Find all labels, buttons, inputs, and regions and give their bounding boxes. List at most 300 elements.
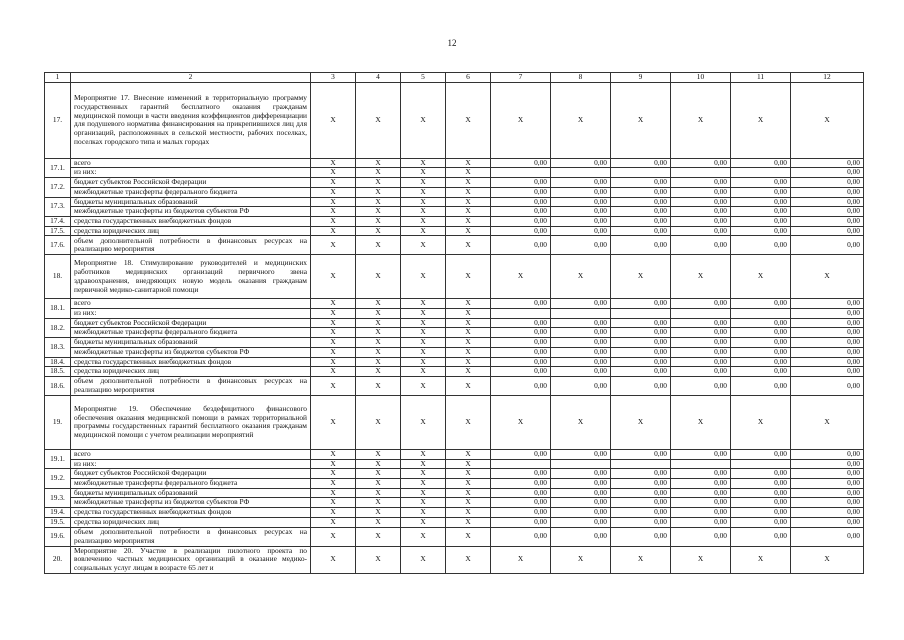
- table-cell: 0,00: [731, 158, 791, 168]
- table-cell: 0,00: [671, 226, 731, 236]
- row-label: из них:: [71, 459, 311, 469]
- table-cell: 0,00: [791, 357, 864, 367]
- table-row: [45, 508, 864, 518]
- activity-row: [45, 255, 864, 299]
- row-label: из них:: [71, 168, 311, 178]
- table-cell: X: [611, 255, 671, 299]
- table-cell: 0,00: [551, 178, 611, 188]
- row-number: 19.3.: [45, 488, 71, 507]
- row-label: межбюджетные трансферты из бюджетов субъектов РФ: [71, 498, 311, 508]
- table-cell: 0,00: [791, 318, 864, 328]
- table-cell: 0,00: [551, 207, 611, 217]
- table-cell: 0,00: [731, 469, 791, 479]
- table-cell: [491, 168, 551, 178]
- table-cell: X: [671, 255, 731, 299]
- table-cell: X: [611, 546, 671, 573]
- table-cell: 0,00: [551, 338, 611, 348]
- row-number: 17.3.: [45, 197, 71, 216]
- table-row: [45, 236, 864, 255]
- table-cell: X: [311, 158, 356, 168]
- table-cell: 0,00: [611, 207, 671, 217]
- table-cell: X: [311, 469, 356, 479]
- table-cell: 0,00: [671, 488, 731, 498]
- activity-title: Мероприятие 20. Участие в реализации пилотного проекта по вовлечению частных медицинских организаций в оказание медико-социальных услуг лицам в возрасте 65 лет и: [71, 546, 311, 573]
- table-cell: 0,00: [791, 338, 864, 348]
- table-cell: X: [491, 255, 551, 299]
- table-cell: 0,00: [671, 517, 731, 527]
- table-cell: X: [401, 367, 446, 377]
- table-cell: X: [446, 498, 491, 508]
- table-cell: X: [311, 395, 356, 449]
- table-cell: 0,00: [731, 367, 791, 377]
- row-number: 17.4.: [45, 216, 71, 226]
- table-cell: 0,00: [671, 299, 731, 309]
- table-row: [45, 357, 864, 367]
- table-cell: 0,00: [611, 299, 671, 309]
- row-number: 19.5.: [45, 517, 71, 527]
- table-cell: X: [401, 517, 446, 527]
- table-cell: X: [401, 376, 446, 395]
- table-cell: 0,00: [611, 187, 671, 197]
- table-cell: 0,00: [551, 498, 611, 508]
- table-cell: 0,00: [551, 376, 611, 395]
- table-cell: 0,00: [611, 338, 671, 348]
- table-cell: 0,00: [791, 469, 864, 479]
- table-row: [45, 318, 864, 328]
- table-cell: [731, 168, 791, 178]
- table-cell: 0,00: [731, 479, 791, 489]
- table-cell: 0,00: [731, 376, 791, 395]
- table-cell: X: [311, 357, 356, 367]
- table-cell: X: [311, 216, 356, 226]
- table-row: [45, 226, 864, 236]
- table-cell: 0,00: [491, 449, 551, 459]
- table-cell: 0,00: [791, 459, 864, 469]
- table-cell: [551, 459, 611, 469]
- table-cell: X: [311, 449, 356, 459]
- table-cell: X: [311, 517, 356, 527]
- row-label: бюджеты муниципальных образований: [71, 338, 311, 348]
- table-cell: X: [356, 347, 401, 357]
- table-cell: X: [356, 255, 401, 299]
- table-cell: X: [356, 395, 401, 449]
- row-label: всего: [71, 158, 311, 168]
- table-cell: X: [311, 328, 356, 338]
- table-cell: 0,00: [671, 328, 731, 338]
- table-cell: 0,00: [491, 216, 551, 226]
- column-number: 5: [401, 73, 446, 83]
- table-cell: X: [311, 255, 356, 299]
- table-cell: X: [401, 187, 446, 197]
- table-cell: 0,00: [611, 488, 671, 498]
- table-row: [45, 469, 864, 479]
- table-cell: 0,00: [611, 357, 671, 367]
- table-cell: X: [311, 488, 356, 498]
- table-cell: 0,00: [611, 318, 671, 328]
- table-cell: 0,00: [731, 216, 791, 226]
- table-cell: X: [311, 178, 356, 188]
- activity-title: Мероприятие 19. Обеспечение бездефицитного финансового обеспечения оказания медицинской помощи в рамках территориальной программы государственных гарантий бесплатного оказания гражданам медицинской помощи с учетом реализации мероприятий: [71, 395, 311, 449]
- table-cell: X: [401, 459, 446, 469]
- table-cell: 0,00: [551, 299, 611, 309]
- row-label: средства государственных внебюджетных фондов: [71, 216, 311, 226]
- table-cell: 0,00: [791, 376, 864, 395]
- table-row: [45, 376, 864, 395]
- table-cell: X: [311, 347, 356, 357]
- table-cell: 0,00: [731, 318, 791, 328]
- table-cell: X: [446, 488, 491, 498]
- table-cell: X: [356, 158, 401, 168]
- table-cell: X: [401, 236, 446, 255]
- row-number: 18.4.: [45, 357, 71, 367]
- table-cell: X: [356, 318, 401, 328]
- table-cell: 0,00: [491, 207, 551, 217]
- row-label: всего: [71, 299, 311, 309]
- column-number: 10: [671, 73, 731, 83]
- table-cell: 0,00: [491, 338, 551, 348]
- table-cell: X: [311, 226, 356, 236]
- table-cell: X: [356, 187, 401, 197]
- table-row: [45, 328, 864, 338]
- table-cell: X: [446, 309, 491, 319]
- table-cell: X: [446, 469, 491, 479]
- table-cell: X: [446, 197, 491, 207]
- table-cell: 0,00: [791, 508, 864, 518]
- activity-number: 19.: [45, 395, 71, 449]
- row-label: средства юридических лиц: [71, 367, 311, 377]
- table-cell: X: [311, 459, 356, 469]
- table-cell: 0,00: [791, 236, 864, 255]
- table-cell: 0,00: [491, 517, 551, 527]
- table-cell: X: [401, 178, 446, 188]
- table-cell: X: [356, 376, 401, 395]
- table-row: [45, 197, 864, 207]
- table-cell: [671, 459, 731, 469]
- table-cell: 0,00: [551, 216, 611, 226]
- table-cell: X: [446, 168, 491, 178]
- table-cell: 0,00: [491, 527, 551, 546]
- column-number: 3: [311, 73, 356, 83]
- row-label: бюджет субъектов Российской Федерации: [71, 469, 311, 479]
- table-cell: 0,00: [791, 527, 864, 546]
- table-cell: 0,00: [551, 236, 611, 255]
- table-cell: X: [311, 309, 356, 319]
- table-cell: X: [446, 338, 491, 348]
- table-row: [45, 299, 864, 309]
- table-cell: 0,00: [551, 158, 611, 168]
- table-cell: X: [401, 508, 446, 518]
- table-cell: 0,00: [731, 508, 791, 518]
- table-cell: X: [401, 158, 446, 168]
- page-number: 12: [447, 38, 457, 48]
- table-cell: X: [311, 376, 356, 395]
- table-cell: 0,00: [611, 517, 671, 527]
- table-cell: X: [791, 255, 864, 299]
- table-cell: X: [311, 479, 356, 489]
- table-cell: X: [551, 546, 611, 573]
- row-label: объем дополнительной потребности в финансовых ресурсах на реализацию мероприятия: [71, 527, 311, 546]
- row-number: 19.2.: [45, 469, 71, 488]
- table-cell: X: [551, 82, 611, 158]
- row-label: бюджеты муниципальных образований: [71, 197, 311, 207]
- table-cell: X: [401, 309, 446, 319]
- row-number: 17.1.: [45, 158, 71, 177]
- row-number: 19.4.: [45, 508, 71, 518]
- table-cell: 0,00: [611, 216, 671, 226]
- table-cell: X: [671, 395, 731, 449]
- table-cell: X: [446, 357, 491, 367]
- table-row: [45, 178, 864, 188]
- table-cell: X: [446, 255, 491, 299]
- table-cell: X: [446, 395, 491, 449]
- table-cell: 0,00: [791, 347, 864, 357]
- table-cell: 0,00: [671, 197, 731, 207]
- column-number: 1: [45, 73, 71, 83]
- table-cell: X: [401, 338, 446, 348]
- table-cell: X: [446, 328, 491, 338]
- table-cell: [551, 309, 611, 319]
- table-cell: X: [356, 236, 401, 255]
- table-body: [45, 73, 864, 574]
- table-cell: X: [401, 216, 446, 226]
- table-cell: X: [551, 255, 611, 299]
- row-number: 19.6.: [45, 527, 71, 546]
- activity-row: [45, 546, 864, 573]
- table-row: [45, 309, 864, 319]
- table-cell: X: [446, 226, 491, 236]
- table-cell: X: [731, 82, 791, 158]
- row-number: 18.6.: [45, 376, 71, 395]
- table-cell: 0,00: [731, 226, 791, 236]
- table-cell: 0,00: [491, 236, 551, 255]
- table-cell: X: [446, 299, 491, 309]
- row-label: межбюджетные трансферты федерального бюджета: [71, 187, 311, 197]
- column-number: 2: [71, 73, 311, 83]
- table-cell: X: [311, 197, 356, 207]
- table-cell: X: [401, 488, 446, 498]
- table-cell: X: [401, 479, 446, 489]
- table-cell: 0,00: [611, 367, 671, 377]
- table-cell: X: [401, 449, 446, 459]
- table-cell: 0,00: [551, 347, 611, 357]
- table-cell: X: [311, 207, 356, 217]
- row-label: средства юридических лиц: [71, 517, 311, 527]
- table-cell: 0,00: [671, 207, 731, 217]
- row-label: межбюджетные трансферты федерального бюджета: [71, 479, 311, 489]
- table-cell: 0,00: [671, 318, 731, 328]
- table-cell: 0,00: [791, 197, 864, 207]
- table-cell: X: [311, 82, 356, 158]
- table-cell: 0,00: [611, 376, 671, 395]
- table-cell: X: [356, 226, 401, 236]
- table-cell: X: [401, 318, 446, 328]
- table-cell: 0,00: [611, 479, 671, 489]
- table-cell: 0,00: [671, 338, 731, 348]
- row-number: 18.5.: [45, 367, 71, 377]
- table-cell: [671, 309, 731, 319]
- table-cell: 0,00: [611, 226, 671, 236]
- table-cell: X: [551, 395, 611, 449]
- table-cell: X: [401, 328, 446, 338]
- column-number: 11: [731, 73, 791, 83]
- table-cell: X: [446, 527, 491, 546]
- table-cell: 0,00: [731, 299, 791, 309]
- table-cell: X: [491, 395, 551, 449]
- table-cell: 0,00: [671, 527, 731, 546]
- column-number: 6: [446, 73, 491, 83]
- table-cell: [731, 459, 791, 469]
- table-cell: X: [401, 469, 446, 479]
- table-cell: 0,00: [551, 226, 611, 236]
- table-cell: 0,00: [551, 527, 611, 546]
- row-label: из них:: [71, 309, 311, 319]
- table-cell: 0,00: [671, 498, 731, 508]
- table-cell: X: [311, 236, 356, 255]
- table-cell: 0,00: [791, 187, 864, 197]
- table-cell: X: [401, 546, 446, 573]
- table-cell: X: [611, 395, 671, 449]
- activity-title: Мероприятие 17. Внесение изменений в территориальную программу государственных гарантий бесплатного оказания гражданам медицинской помощи в части введения коэффициентов дифференциации для подушевого норматива финансирования на прикрепившихся лиц для организаций, расположенных в сельской местности, рабочих поселках, поселках городского типа и малых городах: [71, 82, 311, 158]
- table-cell: 0,00: [491, 479, 551, 489]
- table-cell: 0,00: [731, 328, 791, 338]
- table-row: [45, 216, 864, 226]
- table-cell: 0,00: [791, 168, 864, 178]
- table-cell: X: [356, 309, 401, 319]
- table-cell: 0,00: [791, 309, 864, 319]
- table-cell: X: [446, 508, 491, 518]
- table-cell: [491, 309, 551, 319]
- row-number: 17.2.: [45, 178, 71, 197]
- table-cell: 0,00: [731, 338, 791, 348]
- table-cell: X: [446, 158, 491, 168]
- table-cell: X: [731, 546, 791, 573]
- row-number: 18.1.: [45, 299, 71, 318]
- table-cell: 0,00: [791, 367, 864, 377]
- table-cell: 0,00: [551, 197, 611, 207]
- activity-row: [45, 82, 864, 158]
- activity-number: 18.: [45, 255, 71, 299]
- table-cell: X: [446, 546, 491, 573]
- table-cell: X: [356, 328, 401, 338]
- table-cell: X: [671, 82, 731, 158]
- table-cell: X: [356, 197, 401, 207]
- table-cell: X: [311, 168, 356, 178]
- table-cell: X: [446, 207, 491, 217]
- table-cell: X: [791, 82, 864, 158]
- table-cell: 0,00: [671, 236, 731, 255]
- table-cell: X: [401, 168, 446, 178]
- financing-table: [44, 72, 864, 574]
- table-cell: 0,00: [551, 367, 611, 377]
- column-number: 12: [791, 73, 864, 83]
- table-cell: 0,00: [491, 197, 551, 207]
- row-number: 17.6.: [45, 236, 71, 255]
- table-cell: X: [356, 488, 401, 498]
- table-cell: X: [356, 207, 401, 217]
- row-number: 18.2.: [45, 318, 71, 337]
- table-cell: 0,00: [611, 158, 671, 168]
- table-cell: 0,00: [731, 236, 791, 255]
- table-cell: 0,00: [671, 216, 731, 226]
- table-cell: X: [356, 508, 401, 518]
- header-row: [45, 73, 864, 83]
- table-cell: X: [356, 299, 401, 309]
- table-cell: 0,00: [491, 299, 551, 309]
- table-cell: X: [446, 318, 491, 328]
- table-cell: [491, 459, 551, 469]
- table-cell: 0,00: [491, 508, 551, 518]
- table-cell: X: [401, 395, 446, 449]
- table-cell: X: [731, 395, 791, 449]
- table-cell: 0,00: [611, 508, 671, 518]
- table-cell: X: [401, 527, 446, 546]
- table-cell: 0,00: [731, 178, 791, 188]
- table-cell: X: [311, 338, 356, 348]
- table-cell: X: [446, 236, 491, 255]
- table-row: [45, 527, 864, 546]
- table-cell: 0,00: [731, 498, 791, 508]
- table-cell: 0,00: [551, 469, 611, 479]
- table-row: [45, 168, 864, 178]
- table-cell: 0,00: [491, 469, 551, 479]
- table-cell: X: [356, 82, 401, 158]
- table-cell: 0,00: [611, 347, 671, 357]
- table-cell: X: [401, 197, 446, 207]
- table-row: [45, 449, 864, 459]
- table-row: [45, 488, 864, 498]
- table-cell: 0,00: [731, 187, 791, 197]
- row-label: межбюджетные трансферты федерального бюджета: [71, 328, 311, 338]
- table-cell: X: [446, 178, 491, 188]
- table-row: [45, 158, 864, 168]
- table-cell: 0,00: [791, 498, 864, 508]
- table-cell: X: [311, 546, 356, 573]
- table-cell: X: [446, 376, 491, 395]
- table-cell: 0,00: [551, 328, 611, 338]
- table-cell: [611, 168, 671, 178]
- table-cell: X: [356, 479, 401, 489]
- table-cell: 0,00: [491, 226, 551, 236]
- table-cell: X: [401, 226, 446, 236]
- table-cell: 0,00: [491, 376, 551, 395]
- table-cell: X: [446, 449, 491, 459]
- table-cell: 0,00: [611, 469, 671, 479]
- row-number: 18.3.: [45, 338, 71, 357]
- table-cell: 0,00: [491, 187, 551, 197]
- table-cell: X: [446, 479, 491, 489]
- table-cell: 0,00: [551, 479, 611, 489]
- column-number: 4: [356, 73, 401, 83]
- table-cell: X: [401, 498, 446, 508]
- row-label: бюджет субъектов Российской Федерации: [71, 178, 311, 188]
- row-label: бюджеты муниципальных образований: [71, 488, 311, 498]
- table-cell: 0,00: [551, 517, 611, 527]
- table-row: [45, 187, 864, 197]
- table-cell: X: [356, 216, 401, 226]
- table-cell: X: [731, 255, 791, 299]
- table-cell: [551, 168, 611, 178]
- table-cell: 0,00: [551, 187, 611, 197]
- table-cell: X: [401, 357, 446, 367]
- table-cell: 0,00: [731, 347, 791, 357]
- table-cell: X: [356, 546, 401, 573]
- table-cell: X: [311, 299, 356, 309]
- table-cell: 0,00: [791, 178, 864, 188]
- table-cell: 0,00: [791, 299, 864, 309]
- table-cell: 0,00: [491, 367, 551, 377]
- table-cell: X: [446, 459, 491, 469]
- table-cell: X: [356, 178, 401, 188]
